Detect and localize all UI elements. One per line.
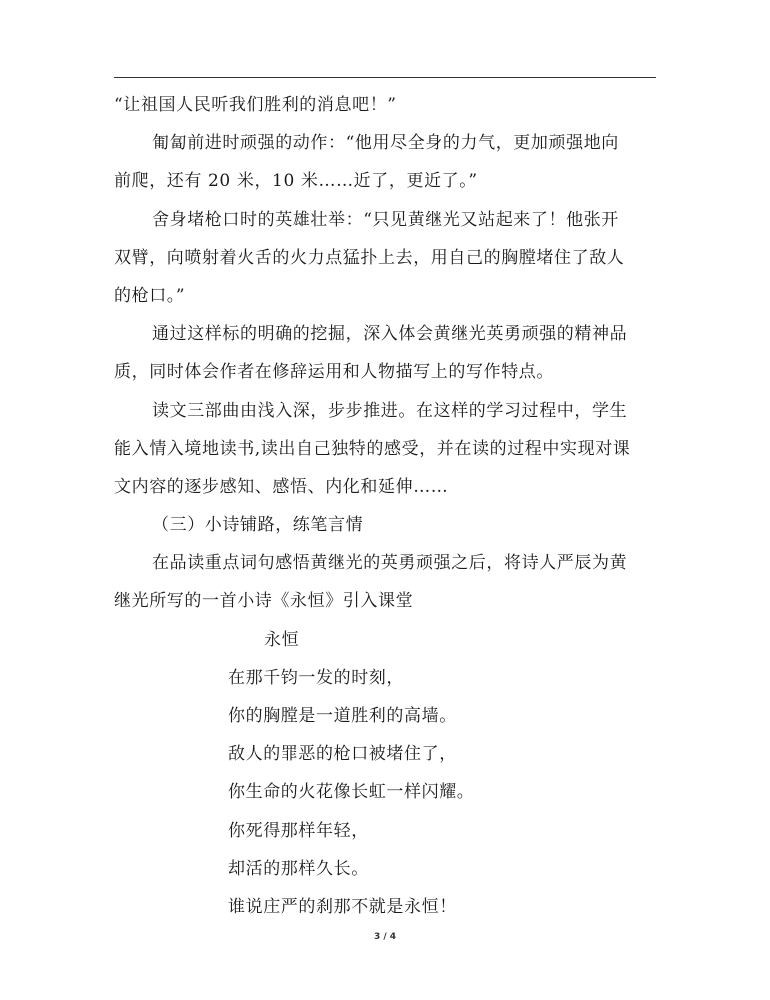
text-line: 的枪口。” [114, 285, 186, 306]
text-line: 舍身堵枪口时的英雄壮举：“只见黄继光又站起来了！他张开 [152, 209, 619, 230]
text-line: 能入情入境地读书,读出自己独特的感受，并在读的过程中实现对课 [114, 438, 631, 459]
text-line: 在品读重点词句感悟黄继光的英勇顽强之后，将诗人严辰为黄 [152, 553, 628, 574]
poem-line: 谁说庄严的刹那不就是永恒！ [228, 896, 457, 917]
section-heading: （三）小诗铺路，练笔言情 [152, 515, 364, 536]
text-line: 双臂，向喷射着火舌的火力点猛扑上去，用自己的胸膛堵住了敌人 [114, 247, 625, 268]
page-number: 3 / 4 [373, 932, 397, 942]
text-line: 继光所写的一首小诗《永恒》引入课堂 [114, 591, 414, 612]
text-line: 匍匐前进时顽强的动作：“他用尽全身的力气，更加顽强地向 [152, 133, 619, 154]
page-body [114, 86, 659, 926]
text-line: 质，同时体会作者在修辞运用和人物描写上的写作特点。 [114, 362, 554, 383]
poem-title: 永恒 [264, 629, 300, 650]
text-line: 前爬，还有 20 米，10 米……近了，更近了。” [114, 171, 478, 192]
poem-line: 你生命的火花像长虹一样闪耀。 [228, 782, 475, 803]
poem-line: 却活的那样久长。 [228, 858, 369, 879]
poem-line: 在那千钧一发的时刻， [228, 667, 404, 688]
poem-line: 你死得那样年轻， [228, 820, 369, 841]
poem-line: 敌人的罪恶的枪口被堵住了， [228, 744, 457, 765]
text-line: “让祖国人民听我们胜利的消息吧！” [114, 95, 397, 115]
text-line: 通过这样标的明确的挖掘，深入体会黄继光英勇顽强的精神品 [152, 324, 628, 345]
poem-line: 你的胸膛是一道胜利的高墙。 [228, 706, 457, 726]
header-rule [114, 77, 656, 78]
text-line: 读文三部曲由浅入深，步步推进。在这样的学习过程中，学生 [152, 400, 628, 421]
text-line: 文内容的逐步感知、感悟、内化和延伸…… [114, 476, 449, 497]
